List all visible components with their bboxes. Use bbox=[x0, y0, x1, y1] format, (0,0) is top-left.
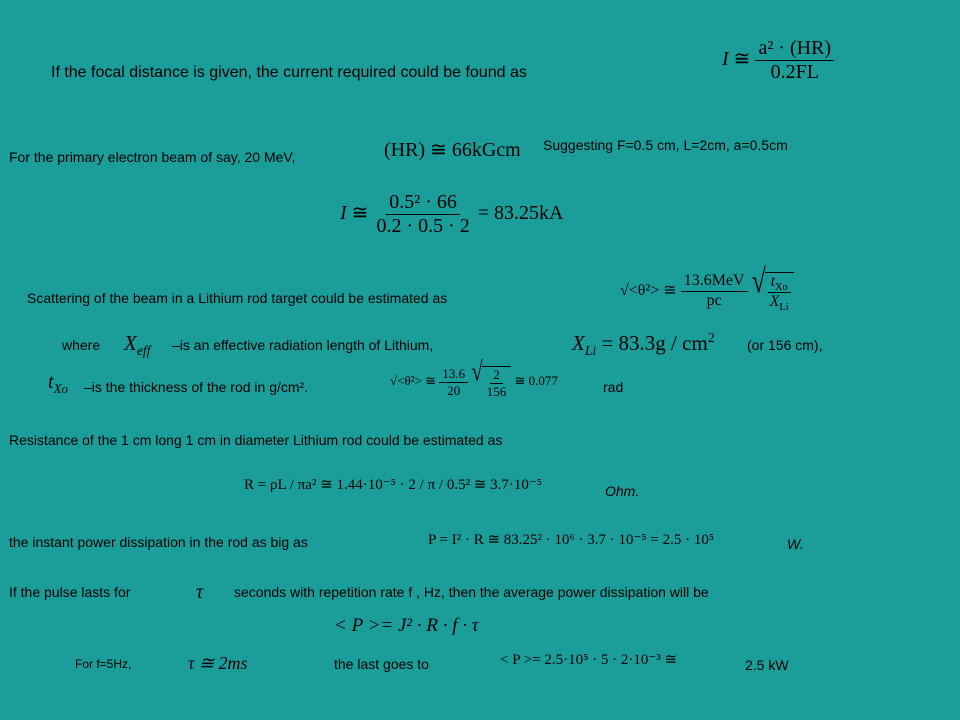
power-text: the instant power dissipation in the rod as big as bbox=[9, 534, 308, 550]
scattering-formula: √<θ²> ≅ $\frac{\text{13.6MeV}}{pc}$ √ $\frac{t_{Xo}}{X_{Li}}$ bbox=[620, 272, 794, 311]
resistance-formula: R = ρL / πa² ≅ 1.44·10⁻⁵ · 2 / π / 0.5² ≅ 3.7·10⁻⁵ bbox=[244, 477, 543, 493]
t-sub: Xo bbox=[53, 381, 69, 396]
x-li-value: = 83.3g / cm bbox=[601, 331, 708, 355]
x-li-formula bbox=[572, 330, 715, 359]
formula-lhs: I bbox=[722, 48, 729, 71]
current-denominator: 0.2 · 0.5 · 2 bbox=[376, 215, 470, 237]
formula-rel: ≅ bbox=[733, 48, 751, 71]
x-li-sub: Li bbox=[584, 343, 597, 359]
thickness-numerator: 13.6 bbox=[439, 367, 468, 383]
tau-value: τ ≅ 2ms bbox=[188, 653, 248, 673]
sqrt-num: t bbox=[770, 273, 776, 290]
hr-formula: (HR) ≅ 66kGcm bbox=[384, 139, 521, 161]
scattering-text: Scattering of the beam in a Lithium rod target could be estimated as bbox=[27, 290, 448, 306]
scattering-value-formula: √<θ²> ≅ $\frac{13.6}{20}$ √ $\frac{2}{156}$ ≅ 0.077 bbox=[390, 357, 558, 399]
radiation-text: –is an effective radiation length of Lithium, bbox=[172, 337, 434, 353]
x-eff-sub: eff bbox=[136, 343, 151, 359]
power-formula: P = I² · R ≅ 83.25² · 10⁶ · 3.7 · 10⁻⁵ = 2.5 · 10⁵ bbox=[428, 532, 715, 548]
sqrt-num-sub: Xo bbox=[775, 282, 788, 294]
resistance-text: Resistance of the 1 cm long 1 cm in diameter Lithium rod could be estimated as bbox=[9, 432, 503, 448]
current-numerator: 0.5² · 66 bbox=[386, 192, 460, 215]
thickness-lhs: √<θ²> ≅ bbox=[390, 373, 437, 389]
final-result: 2.5 kW bbox=[745, 657, 789, 673]
scattering-lhs: √<θ²> ≅ bbox=[620, 281, 677, 299]
watt-unit: W. bbox=[787, 536, 804, 552]
thickness-result: ≅ 0.077 bbox=[514, 373, 558, 389]
current-lhs: I bbox=[340, 202, 347, 225]
current-rel: ≅ bbox=[351, 202, 369, 225]
final-mid-text: the last goes to bbox=[334, 656, 429, 672]
thickness-sqrt-num: 2 bbox=[490, 368, 503, 384]
x-li-sup: 2 bbox=[707, 330, 715, 345]
thickness-sqrt-den: 156 bbox=[486, 383, 507, 399]
sqrt-den-sub: Li bbox=[779, 301, 789, 313]
focal-current-formula bbox=[722, 38, 834, 83]
thickness-denominator: 20 bbox=[447, 382, 461, 398]
t-symbol: t bbox=[48, 371, 54, 393]
pulse-prefix: If the pulse lasts for bbox=[9, 584, 131, 600]
suggestion-text: Suggesting F=0.5 cm, L=2cm, a=0.5cm bbox=[543, 137, 788, 153]
intro-text: If the focal distance is given, the current required could be found as bbox=[51, 64, 527, 81]
current-formula bbox=[340, 192, 564, 237]
scattering-denominator: pc bbox=[706, 291, 722, 309]
x-eff-symbol bbox=[124, 331, 151, 359]
scattering-numerator: 13.6MeV bbox=[681, 273, 748, 292]
tau-symbol: τ bbox=[196, 581, 204, 603]
x-eff-x: X bbox=[124, 331, 137, 355]
beam-text: For the primary electron beam of say, 20 MeV, bbox=[9, 149, 296, 165]
final-formula: < P >= 2.5·10⁵ · 5 · 2·10⁻³ ≅ bbox=[500, 652, 678, 668]
pulse-suffix: seconds with repetition rate f , Hz, then the average power dissipation will be bbox=[234, 584, 709, 600]
t-xo-symbol bbox=[48, 371, 69, 396]
sqrt-den: X bbox=[769, 292, 780, 310]
formula-denominator: 0.2FL bbox=[770, 61, 819, 83]
where-label: where bbox=[62, 337, 101, 353]
frequency-condition: For f=5Hz, bbox=[75, 657, 132, 671]
thickness-text: –is the thickness of the rod in g/cm². bbox=[84, 379, 309, 395]
avg-power-formula: < P >= J² · R · f · τ bbox=[334, 615, 479, 636]
x-li-alt: (or 156 cm), bbox=[747, 337, 823, 353]
ohm-unit: Ohm. bbox=[605, 483, 640, 499]
x-li-x: X bbox=[572, 331, 585, 355]
formula-numerator: a² · (HR) bbox=[755, 38, 834, 61]
rad-unit: rad bbox=[603, 379, 624, 395]
current-result: = 83.25kA bbox=[477, 202, 564, 225]
